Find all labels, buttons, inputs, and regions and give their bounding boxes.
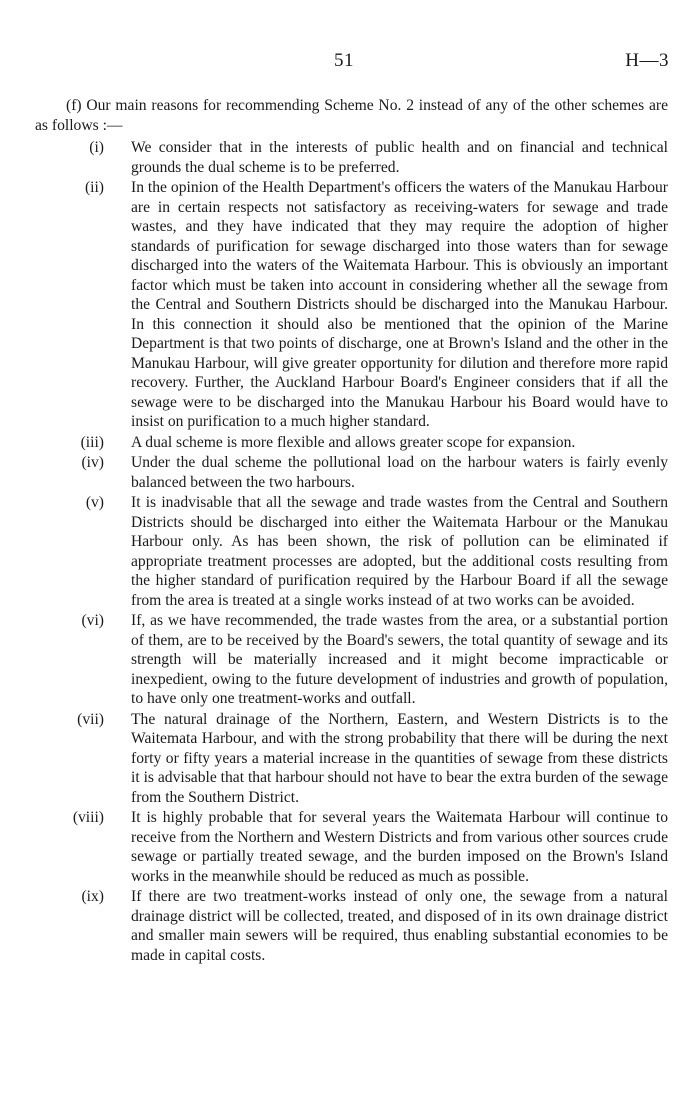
list-item bbox=[0, 808, 700, 886]
page-number: 51 bbox=[334, 50, 354, 71]
item-number: (vii) bbox=[77, 710, 104, 728]
item-number: (viii) bbox=[72, 809, 104, 826]
reasons-list bbox=[0, 138, 700, 966]
item-number: (i) bbox=[89, 139, 104, 156]
item-text: In the opinion of the Health Department's officers the waters of the Manukau Harbour are in certain respects not satisfactory as receiving-waters for sewage and trade wastes, and they have indicated that they may require the adoption of higher standards of purification for sewage discharged into those waters than for sewage discharged into the waters of the Waitemata Harbour. This is obviously an important factor which must be taken into account in considering whether all the sewage from the Central and Southern Districts should be discharged into the Manukau Harbour. In this connection it should also be mentioned that the opinion of the Marine Department is that two points of discharge, one at Brown's Island and the other in the Manukau Harbour, will give greater opportunity for dilution and therefore more rapid recovery. Further, the Auckland Harbour Board's Engineer considers that if all the sewage were to be discharged into the Manukau Harbour his Board would have to insist on purification to a much higher standard. bbox=[131, 179, 668, 430]
document-reference: H—3 bbox=[625, 50, 669, 71]
item-text: If there are two treatment-works instead of only one, the sewage from a natural drainage district will be collected, treated, and disposed of in its own drainage district and smaller main sewers will be required, thus enabling substantial economies to be made in capital costs. bbox=[131, 888, 668, 964]
item-text: It is inadvisable that all the sewage and trade wastes from the Central and Southern Districts should be discharged into either the Waitemata Harbour or the Manukau Harbour only. As has been shown, the risk of pollution can be eliminated if appropriate treatment processes are adopted, but the additional costs resulting from the higher standard of purification required by the Harbour Board if all the sewage from the area is treated at a single works instead of at two works can be avoided. bbox=[131, 494, 668, 609]
item-number: (iv) bbox=[81, 454, 104, 471]
intro-paragraph: (f) Our main reasons for recommending Scheme No. 2 instead of any of the other schemes are as follows :— bbox=[35, 97, 668, 134]
list-item bbox=[0, 611, 700, 709]
item-text: The natural drainage of the Northern, Eastern, and Western Districts is to the Waitemata Harbour, and with the strong probability that there will be during the next forty or fifty years a material increase in the quantities of sewage from these districts it is advisable that that harbour should not have to bear the extra burden of the sewage from the Southern District. bbox=[131, 710, 668, 806]
list-item bbox=[0, 887, 700, 965]
list-item bbox=[0, 433, 700, 453]
page-header bbox=[0, 50, 700, 74]
list-item bbox=[0, 453, 700, 492]
item-text: A dual scheme is more flexible and allows greater scope for expansion. bbox=[131, 433, 576, 451]
item-number: (iii) bbox=[80, 433, 104, 451]
item-text: If, as we have recommended, the trade wastes from the area, or a substantial portion of them, are to be received by the Board's sewers, the total quantity of sewage and its strength will be materially increased and it might become impracticable or inexpedient, owing to the future development of industries and growth of population, to have only one treatment-works and outfall. bbox=[131, 612, 668, 707]
list-item bbox=[0, 138, 700, 177]
item-number: (ii) bbox=[84, 179, 104, 196]
item-number: (ix) bbox=[81, 888, 104, 905]
item-number: (v) bbox=[85, 494, 104, 511]
item-text: It is highly probable that for several years the Waitemata Harbour will continue to receive from the Northern and Western Districts and from various other sources crude sewage or partially treated sewage, and the burden imposed on the Brown's Island works in the meanwhile should be reduced as much as possible. bbox=[131, 809, 668, 885]
item-text: We consider that in the interests of public health and on financial and technical grounds the dual scheme is to be preferred. bbox=[131, 139, 668, 176]
list-item bbox=[0, 178, 700, 432]
item-text: Under the dual scheme the pollutional load on the harbour waters is fairly evenly balanced between the two harbours. bbox=[131, 454, 668, 491]
list-item bbox=[0, 710, 700, 808]
item-number: (vi) bbox=[81, 612, 104, 629]
list-item bbox=[0, 493, 700, 610]
